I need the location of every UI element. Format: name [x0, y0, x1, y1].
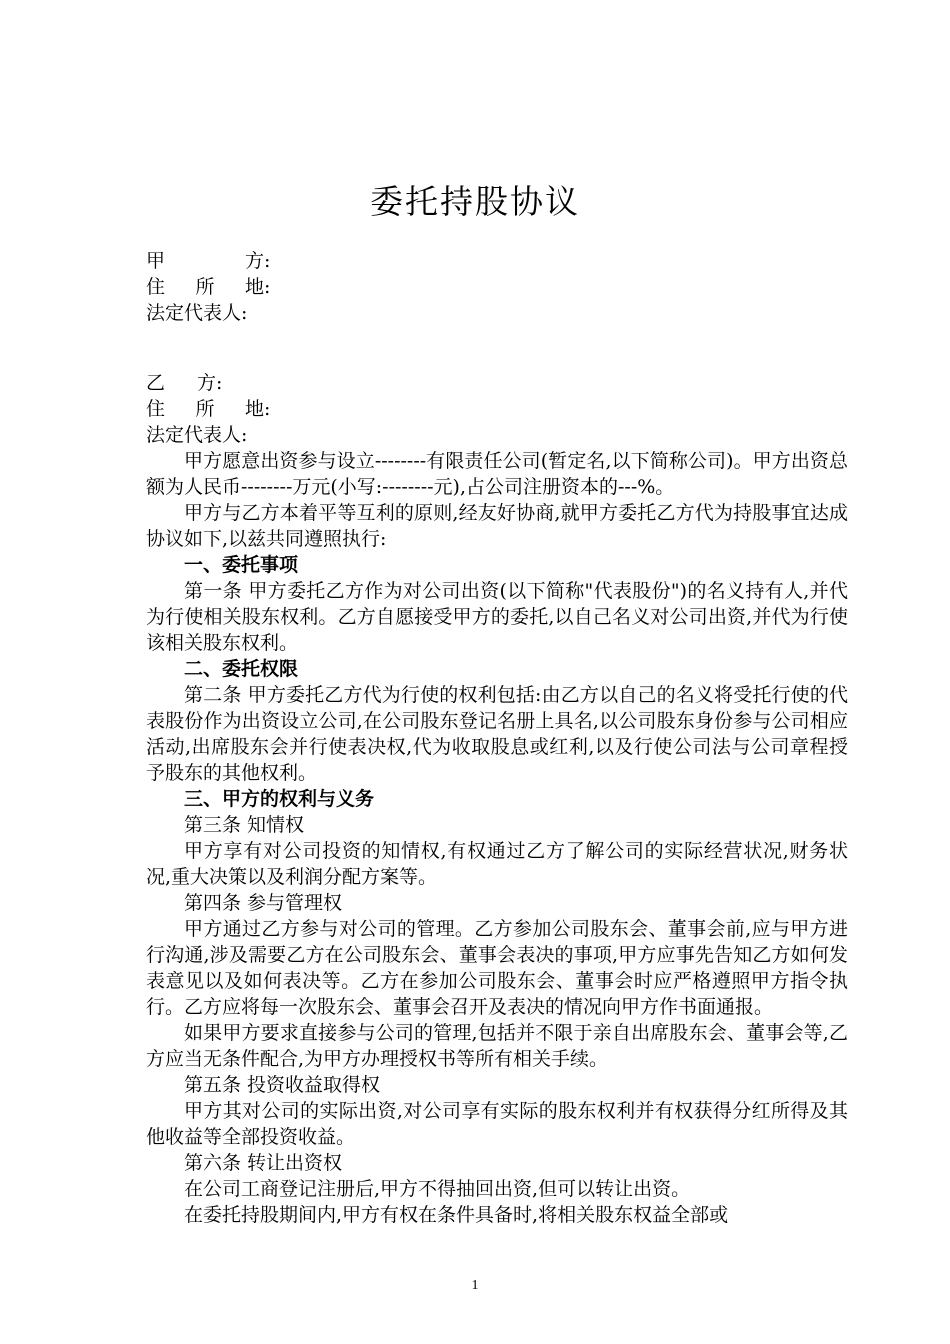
label-char: 地 [244, 398, 264, 420]
colon: : [264, 398, 271, 420]
article-paragraph: 甲方通过乙方参与对公司的管理。乙方参加公司股东会、董事会前,应与甲方进行沟通,涉及需要乙方在公司股东会、董事会表决的事项,甲方应事先告知乙方如何发表意见以及如何表决等。乙方在参加公司股东会、董事会时应严格遵照甲方指令执行。乙方应将每一次股东会、董事会召开及表决的情况向甲方作书面通报。 [146, 918, 848, 1018]
party-a-row [146, 248, 270, 274]
party-a-rep-row [146, 300, 270, 326]
party-b-label [146, 370, 216, 396]
article-paragraph: 甲方享有对公司投资的知情权,有权通过乙方了解公司的实际经营状况,财务状况,重大决策以及利润分配方案等。 [146, 840, 848, 888]
article-paragraph: 在公司工商登记注册后,甲方不得抽回出资,但可以转让出资。 [184, 1178, 691, 1200]
label-char: 住 [146, 276, 166, 298]
article-title: 第六条 转让出资权 [184, 1152, 343, 1174]
party-a-label [146, 248, 264, 274]
colon: : [241, 302, 248, 324]
label-char: 方 [196, 372, 216, 394]
colon: : [264, 276, 271, 298]
page-number: 1 [471, 1278, 479, 1293]
label-char: 乙 [146, 372, 166, 394]
party-b-address-row [146, 396, 270, 422]
party-a-rep-label: 法定代表人 [146, 302, 242, 324]
section-heading: 三、甲方的权利与义务 [184, 788, 375, 810]
intro-paragraph: 甲方与乙方本着平等互利的原则,经友好协商,就甲方委托乙方代为持股事宜达成协议如下,以兹共同遵照执行: [146, 502, 848, 550]
party-b-row [146, 370, 270, 396]
document-title: 委托持股协议 [370, 182, 580, 221]
section-heading: 一、委托事项 [184, 554, 299, 576]
party-a-address-row [146, 274, 270, 300]
agreement-body [146, 448, 848, 1228]
label-char: 住 [146, 398, 166, 420]
article-paragraph: 甲方其对公司的实际出资,对公司享有实际的股东权利并有权获得分红所得及其他收益等全部投资收益。 [146, 1100, 848, 1148]
article-paragraph: 第一条 甲方委托乙方作为对公司出资(以下简称"代表股份")的名义持有人,并代为行使相关股东权利。乙方自愿接受甲方的委托,以自己名义对公司出资,并代为行使该相关股东权利。 [146, 580, 848, 654]
party-a-address-label [146, 274, 264, 300]
label-char: 甲 [146, 250, 166, 272]
label-char: 所 [195, 398, 215, 420]
article-paragraph: 在委托持股期间内,甲方有权在条件具备时,将相关股东权益全部或 [184, 1204, 729, 1226]
label-char: 所 [195, 276, 215, 298]
label-char: 方 [244, 250, 264, 272]
article-title: 第三条 知情权 [184, 814, 305, 836]
label-char: 地 [244, 276, 264, 298]
article-title: 第五条 投资收益取得权 [184, 1074, 381, 1096]
article-paragraph: 第二条 甲方委托乙方代为行使的权利包括:由乙方以自己的名义将受托行使的代表股份作为出资设立公司,在公司股东登记名册上具名,以公司股东身份参与公司相应活动,出席股东会并行使表决权,代为收取股息或红利,以及行使公司法与公司章程授予股东的其他权利。 [146, 684, 848, 784]
article-paragraph: 如果甲方要求直接参与公司的管理,包括并不限于亲自出席股东会、董事会等,乙方应当无条件配合,为甲方办理授权书等所有相关手续。 [146, 1022, 848, 1070]
section-heading: 二、委托权限 [184, 658, 299, 680]
party-b-rep-label: 法定代表人 [146, 424, 242, 446]
party-b-rep-row [146, 422, 270, 448]
colon: : [264, 250, 271, 272]
colon: : [216, 372, 223, 394]
parties-block [146, 248, 270, 448]
intro-paragraph: 甲方愿意出资参与设立--------有限责任公司(暂定名,以下简称公司)。甲方出资总额为人民币--------万元(小写:--------元),占公司注册资本的---%。 [146, 450, 848, 498]
party-b-address-label [146, 396, 264, 422]
article-title: 第四条 参与管理权 [184, 892, 343, 914]
colon: : [241, 424, 248, 446]
